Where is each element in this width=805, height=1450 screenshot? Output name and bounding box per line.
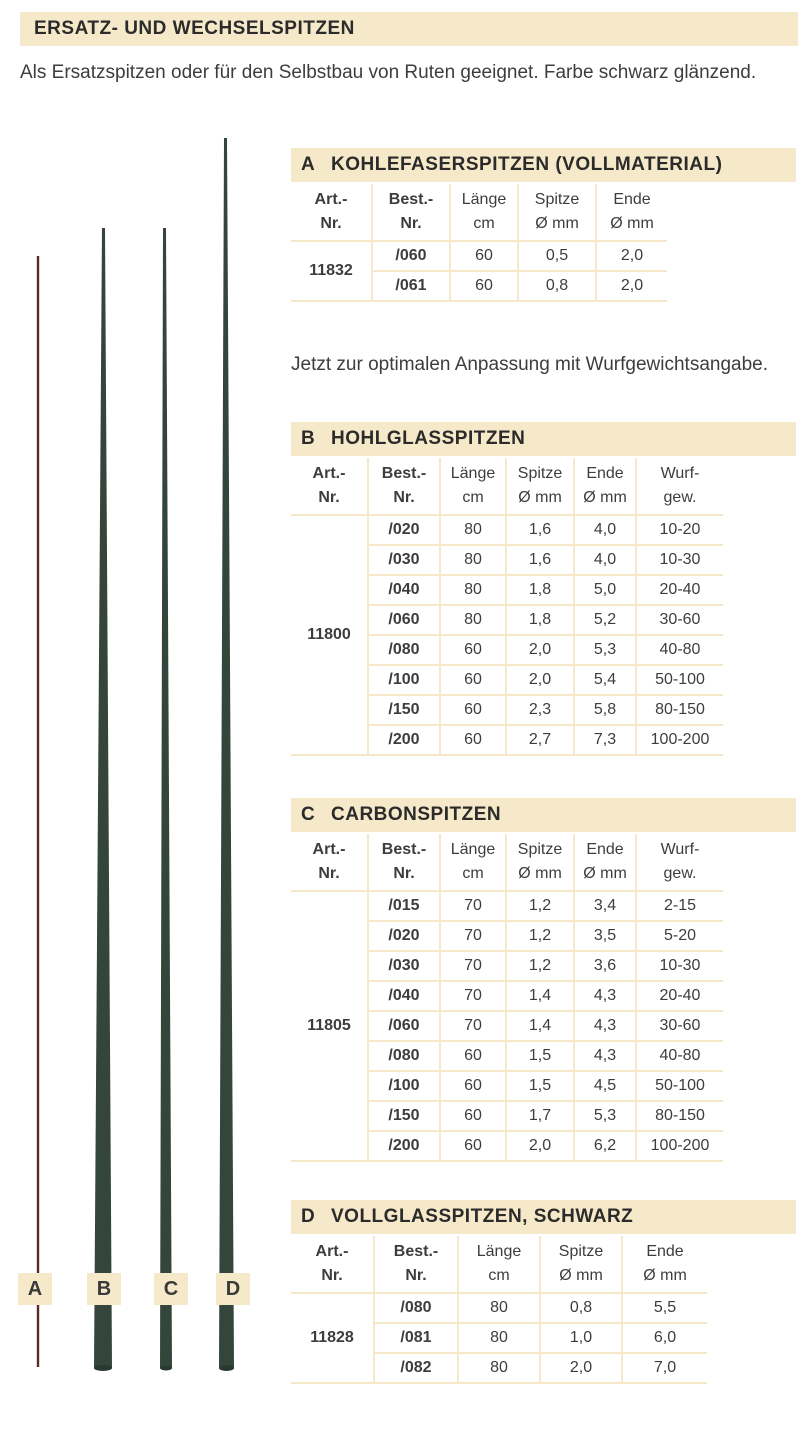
cell: 2,0 — [540, 1353, 622, 1383]
cell: 1,6 — [506, 515, 574, 545]
rod-d — [219, 138, 234, 1368]
cell: /060 — [372, 241, 450, 271]
rod-label-c: C — [154, 1273, 188, 1305]
cell: 70 — [440, 1011, 506, 1041]
table-header-row — [291, 184, 667, 241]
col-spitze: Spitze Ø mm — [518, 184, 596, 241]
cell: 3,5 — [574, 921, 636, 951]
cell: 7,3 — [574, 725, 636, 755]
table-header-row — [291, 834, 723, 891]
cell: 0,5 — [518, 241, 596, 271]
best-nr: /060 — [368, 605, 440, 635]
rod-c — [160, 228, 172, 1368]
col-laenge: Länge cm — [440, 458, 506, 515]
cell: 5,2 — [574, 605, 636, 635]
cell: 60 — [440, 1101, 506, 1131]
rod-illustration — [0, 120, 290, 1450]
cell: 0,8 — [518, 271, 596, 301]
cell: 4,0 — [574, 545, 636, 575]
cell: 10-30 — [636, 545, 723, 575]
col-best: Best.- Nr. — [368, 834, 440, 891]
cell: 5,8 — [574, 695, 636, 725]
cell: 1,8 — [506, 605, 574, 635]
art-nr: 11805 — [291, 891, 368, 1161]
table-row — [291, 241, 667, 271]
cell: 0,8 — [540, 1293, 622, 1323]
table-header-row — [291, 1236, 707, 1293]
cell: 60 — [440, 635, 506, 665]
col-best: Best.- Nr. — [368, 458, 440, 515]
cell: 2-15 — [636, 891, 723, 921]
cell: 2,0 — [506, 1131, 574, 1161]
cell: 1,2 — [506, 951, 574, 981]
cell: 1,0 — [540, 1323, 622, 1353]
cell: 80 — [440, 605, 506, 635]
cell: 80 — [440, 545, 506, 575]
cell: 5-20 — [636, 921, 723, 951]
section-title: VOLLGLASSPITZEN, SCHWARZ — [331, 1206, 634, 1227]
cell: 50-100 — [636, 1071, 723, 1101]
col-laenge: Länge cm — [450, 184, 518, 241]
section-letter: D — [301, 1206, 316, 1227]
cell: 70 — [440, 981, 506, 1011]
table-body — [291, 515, 723, 755]
cell: 80 — [458, 1353, 540, 1383]
best-nr: /100 — [368, 1071, 440, 1101]
cell: 80-150 — [636, 1101, 723, 1131]
cell: 70 — [440, 951, 506, 981]
cell: 80-150 — [636, 695, 723, 725]
cell: 4,3 — [574, 981, 636, 1011]
intro-text: Als Ersatzspitzen oder für den Selbstbau von Ruten geeignet. Farbe schwarz glänzend. — [20, 62, 757, 83]
cell: 2,0 — [596, 271, 667, 301]
cell: 60 — [440, 665, 506, 695]
note-text: Jetzt zur optimalen Anpassung mit Wurfgewichtsangabe. — [291, 354, 769, 375]
best-nr: /020 — [368, 921, 440, 951]
cell: 2,0 — [506, 635, 574, 665]
section-letter: C — [301, 804, 316, 825]
cell: 70 — [440, 921, 506, 951]
section-a-header — [291, 148, 796, 182]
table-body — [291, 1293, 707, 1383]
cell: 40-80 — [636, 635, 723, 665]
col-art: Art.- Nr. — [291, 1236, 374, 1293]
col-art: Art.- Nr. — [291, 834, 368, 891]
cell: 1,4 — [506, 981, 574, 1011]
cell: 100-200 — [636, 725, 723, 755]
cell: 5,0 — [574, 575, 636, 605]
cell: 1,7 — [506, 1101, 574, 1131]
table-section-c — [291, 834, 723, 1162]
cell: 30-60 — [636, 1011, 723, 1041]
best-nr: /060 — [368, 1011, 440, 1041]
col-best: Best.- Nr. — [374, 1236, 458, 1293]
best-nr: /030 — [368, 545, 440, 575]
cell: 50-100 — [636, 665, 723, 695]
rod-b — [94, 228, 112, 1368]
col-wurf: Wurf- gew. — [636, 834, 723, 891]
cell: 5,3 — [574, 635, 636, 665]
best-nr: /080 — [368, 635, 440, 665]
cell: 80 — [458, 1293, 540, 1323]
cell: 20-40 — [636, 575, 723, 605]
cell: 80 — [440, 575, 506, 605]
cell: 60 — [440, 695, 506, 725]
cell: 5,4 — [574, 665, 636, 695]
best-nr: /030 — [368, 951, 440, 981]
best-nr: /080 — [374, 1293, 458, 1323]
cell: 10-20 — [636, 515, 723, 545]
rod-label-a: A — [18, 1273, 52, 1305]
section-title: HOHLGLASSPITZEN — [331, 428, 526, 449]
section-c-header — [291, 798, 796, 832]
cell: 20-40 — [636, 981, 723, 1011]
section-letter: B — [301, 428, 316, 449]
cell: 60 — [450, 271, 518, 301]
cell: 1,4 — [506, 1011, 574, 1041]
best-nr: /015 — [368, 891, 440, 921]
best-nr: /150 — [368, 695, 440, 725]
table-section-b — [291, 458, 723, 756]
art-nr: 11828 — [291, 1293, 374, 1383]
cell: 1,6 — [506, 545, 574, 575]
section-title: CARBONSPITZEN — [331, 804, 502, 825]
cell: 1,5 — [506, 1071, 574, 1101]
cell: 3,6 — [574, 951, 636, 981]
cell: 1,2 — [506, 921, 574, 951]
col-art: Art.- Nr. — [291, 184, 372, 241]
art-nr: 11800 — [291, 515, 368, 755]
cell: 2,3 — [506, 695, 574, 725]
cell: 5,3 — [574, 1101, 636, 1131]
table-row — [291, 515, 723, 545]
best-nr: /080 — [368, 1041, 440, 1071]
page-title: ERSATZ- UND WECHSELSPITZEN — [20, 12, 798, 46]
best-nr: /020 — [368, 515, 440, 545]
cell: 4,5 — [574, 1071, 636, 1101]
cell: 60 — [440, 1071, 506, 1101]
col-ende: Ende Ø mm — [622, 1236, 707, 1293]
best-nr: /200 — [368, 725, 440, 755]
cell: /061 — [372, 271, 450, 301]
cell: 60 — [450, 241, 518, 271]
cell: 2,0 — [596, 241, 667, 271]
cell: 60 — [440, 1041, 506, 1071]
section-letter: A — [301, 154, 316, 175]
col-ende: Ende Ø mm — [574, 458, 636, 515]
col-laenge: Länge cm — [458, 1236, 540, 1293]
art-nr: 11832 — [291, 241, 372, 301]
cell: 4,3 — [574, 1011, 636, 1041]
best-nr: /100 — [368, 665, 440, 695]
table-row — [291, 891, 723, 921]
best-nr: /200 — [368, 1131, 440, 1161]
cell: 6,0 — [622, 1323, 707, 1353]
cell: 30-60 — [636, 605, 723, 635]
col-spitze: Spitze Ø mm — [540, 1236, 622, 1293]
section-title: KOHLEFASERSPITZEN (VOLLMATERIAL) — [331, 154, 723, 175]
cell: 1,5 — [506, 1041, 574, 1071]
best-nr: /082 — [374, 1353, 458, 1383]
table-section-d — [291, 1236, 707, 1384]
cell: 1,2 — [506, 891, 574, 921]
cell: 60 — [440, 725, 506, 755]
cell: 10-30 — [636, 951, 723, 981]
col-spitze: Spitze Ø mm — [506, 834, 574, 891]
col-ende: Ende Ø mm — [596, 184, 667, 241]
rod-label-d: D — [216, 1273, 250, 1305]
cell: 3,4 — [574, 891, 636, 921]
table-row — [291, 1293, 707, 1323]
col-art: Art.- Nr. — [291, 458, 368, 515]
cell: 4,3 — [574, 1041, 636, 1071]
cell: 1,8 — [506, 575, 574, 605]
best-nr: /040 — [368, 575, 440, 605]
cell: 4,0 — [574, 515, 636, 545]
cell: 80 — [440, 515, 506, 545]
section-d-header — [291, 1200, 796, 1234]
cell: 40-80 — [636, 1041, 723, 1071]
cell: 80 — [458, 1323, 540, 1353]
best-nr: /150 — [368, 1101, 440, 1131]
cell: 6,2 — [574, 1131, 636, 1161]
col-spitze: Spitze Ø mm — [506, 458, 574, 515]
table-body — [291, 891, 723, 1161]
col-wurf: Wurf- gew. — [636, 458, 723, 515]
col-laenge: Länge cm — [440, 834, 506, 891]
best-nr: /040 — [368, 981, 440, 1011]
cell: 2,7 — [506, 725, 574, 755]
col-ende: Ende Ø mm — [574, 834, 636, 891]
best-nr: /081 — [374, 1323, 458, 1353]
col-best: Best.- Nr. — [372, 184, 450, 241]
table-header-row — [291, 458, 723, 515]
rod-label-b: B — [87, 1273, 121, 1305]
cell: 7,0 — [622, 1353, 707, 1383]
table-section-a — [291, 184, 667, 302]
cell: 70 — [440, 891, 506, 921]
section-b-header — [291, 422, 796, 456]
cell: 5,5 — [622, 1293, 707, 1323]
cell: 100-200 — [636, 1131, 723, 1161]
cell: 2,0 — [506, 665, 574, 695]
cell: 60 — [440, 1131, 506, 1161]
